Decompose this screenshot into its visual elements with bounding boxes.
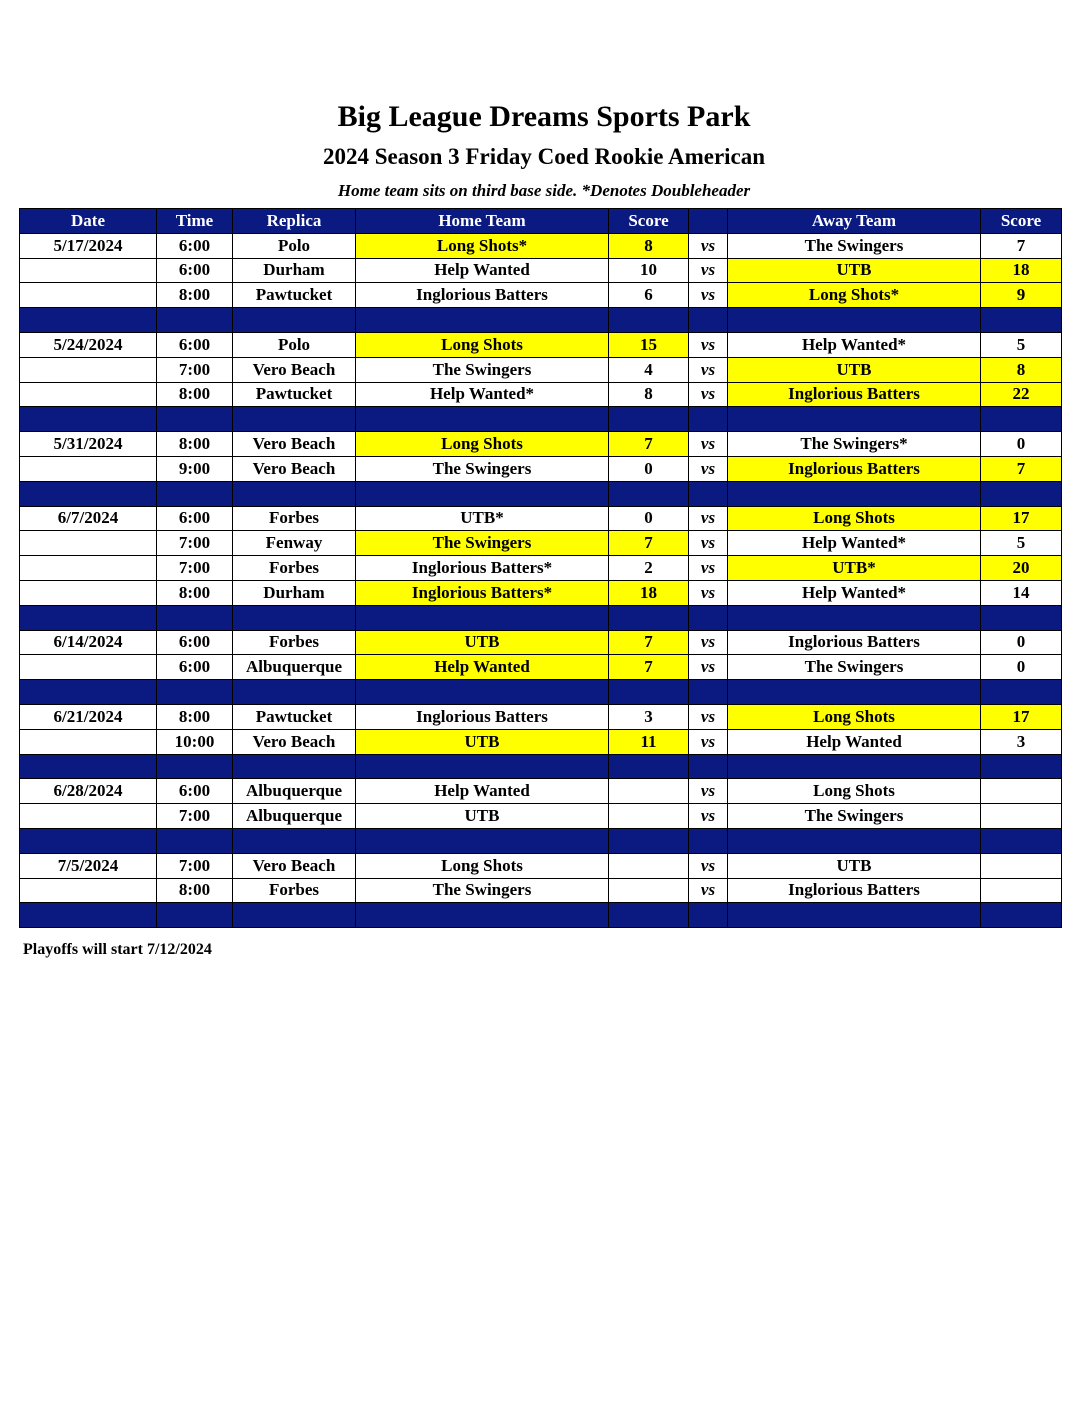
replica-cell: Pawtucket	[233, 283, 356, 308]
home-score-cell: 3	[609, 704, 689, 729]
home-team-cell: Long Shots*	[356, 233, 609, 258]
separator-cell	[728, 754, 981, 779]
separator-cell	[981, 903, 1062, 928]
separator-cell	[20, 481, 157, 506]
game-row	[20, 655, 1062, 680]
home-score-cell: 7	[609, 630, 689, 655]
replica-cell: Albuquerque	[233, 779, 356, 804]
away-score-cell	[981, 878, 1062, 903]
vs-cell: vs	[689, 556, 728, 581]
date-cell	[20, 283, 157, 308]
game-row	[20, 332, 1062, 357]
away-score-cell: 20	[981, 556, 1062, 581]
home-team-cell: Inglorious Batters	[356, 283, 609, 308]
away-score-cell: 7	[981, 233, 1062, 258]
game-row	[20, 580, 1062, 605]
separator-cell	[157, 481, 233, 506]
separator-cell	[356, 903, 609, 928]
home-team-cell: UTB	[356, 729, 609, 754]
time-cell: 7:00	[157, 804, 233, 829]
vs-cell: vs	[689, 382, 728, 407]
home-team-cell: Long Shots	[356, 853, 609, 878]
separator-cell	[157, 605, 233, 630]
separator-cell	[233, 754, 356, 779]
header-away-team: Away Team	[728, 209, 981, 234]
replica-cell: Durham	[233, 258, 356, 283]
game-row	[20, 432, 1062, 457]
home-team-cell: The Swingers	[356, 531, 609, 556]
separator-cell	[728, 605, 981, 630]
home-score-cell: 10	[609, 258, 689, 283]
separator-row	[20, 308, 1062, 333]
time-cell: 7:00	[157, 357, 233, 382]
home-team-cell: The Swingers	[356, 878, 609, 903]
home-team-cell: Inglorious Batters	[356, 704, 609, 729]
date-cell: 5/24/2024	[20, 332, 157, 357]
away-team-cell: Inglorious Batters	[728, 630, 981, 655]
home-score-cell	[609, 779, 689, 804]
home-score-cell: 11	[609, 729, 689, 754]
replica-cell: Vero Beach	[233, 357, 356, 382]
time-cell: 7:00	[157, 556, 233, 581]
page-subtitle: 2024 Season 3 Friday Coed Rookie American	[322, 144, 766, 169]
away-team-cell: UTB	[728, 258, 981, 283]
separator-cell	[728, 481, 981, 506]
replica-cell: Pawtucket	[233, 704, 356, 729]
separator-cell	[233, 828, 356, 853]
separator-cell	[981, 308, 1062, 333]
time-cell: 8:00	[157, 432, 233, 457]
date-cell	[20, 878, 157, 903]
time-cell: 8:00	[157, 704, 233, 729]
vs-cell: vs	[689, 779, 728, 804]
home-team-cell: Help Wanted	[356, 779, 609, 804]
vs-cell: vs	[689, 630, 728, 655]
separator-cell	[356, 407, 609, 432]
vs-cell: vs	[689, 804, 728, 829]
home-score-cell: 8	[609, 233, 689, 258]
replica-cell: Vero Beach	[233, 853, 356, 878]
away-team-cell: Long Shots	[728, 779, 981, 804]
away-score-cell	[981, 779, 1062, 804]
home-score-cell: 18	[609, 580, 689, 605]
separator-cell	[20, 903, 157, 928]
header-date: Date	[20, 209, 157, 234]
vs-cell: vs	[689, 357, 728, 382]
time-cell: 6:00	[157, 779, 233, 804]
vs-cell: vs	[689, 531, 728, 556]
separator-cell	[981, 407, 1062, 432]
separator-cell	[233, 481, 356, 506]
away-score-cell: 18	[981, 258, 1062, 283]
vs-cell: vs	[689, 283, 728, 308]
away-team-cell: Help Wanted	[728, 729, 981, 754]
game-row	[20, 704, 1062, 729]
away-score-cell: 8	[981, 357, 1062, 382]
home-team-cell: UTB	[356, 804, 609, 829]
away-score-cell: 22	[981, 382, 1062, 407]
date-cell	[20, 456, 157, 481]
game-row	[20, 729, 1062, 754]
vs-cell: vs	[689, 506, 728, 531]
separator-cell	[981, 754, 1062, 779]
time-cell: 10:00	[157, 729, 233, 754]
home-score-cell	[609, 878, 689, 903]
separator-cell	[609, 903, 689, 928]
header-replica: Replica	[233, 209, 356, 234]
separator-cell	[981, 481, 1062, 506]
home-score-cell: 4	[609, 357, 689, 382]
separator-row	[20, 828, 1062, 853]
away-team-cell: Help Wanted*	[728, 580, 981, 605]
away-team-cell: Long Shots	[728, 506, 981, 531]
separator-cell	[689, 903, 728, 928]
away-score-cell: 0	[981, 630, 1062, 655]
separator-cell	[20, 605, 157, 630]
vs-cell: vs	[689, 878, 728, 903]
separator-cell	[157, 754, 233, 779]
game-row	[20, 878, 1062, 903]
separator-row	[20, 407, 1062, 432]
separator-cell	[689, 754, 728, 779]
separator-cell	[20, 680, 157, 705]
time-cell: 7:00	[157, 531, 233, 556]
home-score-cell: 0	[609, 456, 689, 481]
playoffs-note: Playoffs will start 7/12/2024	[23, 941, 212, 958]
home-team-cell: Long Shots	[356, 432, 609, 457]
away-team-cell: Inglorious Batters	[728, 456, 981, 481]
separator-cell	[689, 605, 728, 630]
replica-cell: Polo	[233, 332, 356, 357]
separator-cell	[689, 407, 728, 432]
home-team-cell: Inglorious Batters*	[356, 556, 609, 581]
home-score-cell: 15	[609, 332, 689, 357]
vs-cell: vs	[689, 456, 728, 481]
separator-cell	[20, 308, 157, 333]
game-row	[20, 853, 1062, 878]
vs-cell: vs	[689, 853, 728, 878]
separator-cell	[233, 407, 356, 432]
replica-cell: Forbes	[233, 506, 356, 531]
page-title: Big League Dreams Sports Park	[337, 100, 751, 133]
game-row	[20, 258, 1062, 283]
home-score-cell	[609, 853, 689, 878]
away-score-cell: 7	[981, 456, 1062, 481]
separator-cell	[728, 828, 981, 853]
separator-cell	[609, 407, 689, 432]
game-row	[20, 556, 1062, 581]
home-score-cell: 8	[609, 382, 689, 407]
home-score-cell	[609, 804, 689, 829]
time-cell: 8:00	[157, 382, 233, 407]
game-row	[20, 233, 1062, 258]
away-score-cell	[981, 853, 1062, 878]
date-cell	[20, 556, 157, 581]
home-score-cell: 6	[609, 283, 689, 308]
separator-cell	[20, 407, 157, 432]
vs-cell: vs	[689, 580, 728, 605]
time-cell: 8:00	[157, 580, 233, 605]
time-cell: 6:00	[157, 233, 233, 258]
replica-cell: Forbes	[233, 630, 356, 655]
separator-cell	[981, 828, 1062, 853]
home-team-cell: The Swingers	[356, 357, 609, 382]
schedule-note: Home team sits on third base side. *Denotes Doubleheader	[337, 181, 751, 200]
away-team-cell: Inglorious Batters	[728, 382, 981, 407]
game-row	[20, 506, 1062, 531]
separator-row	[20, 903, 1062, 928]
date-cell: 5/31/2024	[20, 432, 157, 457]
separator-cell	[356, 481, 609, 506]
date-cell: 5/17/2024	[20, 233, 157, 258]
vs-cell: vs	[689, 729, 728, 754]
game-row	[20, 382, 1062, 407]
date-cell	[20, 531, 157, 556]
home-team-cell: Inglorious Batters*	[356, 580, 609, 605]
separator-cell	[356, 754, 609, 779]
separator-cell	[609, 754, 689, 779]
separator-cell	[356, 680, 609, 705]
away-team-cell: UTB	[728, 357, 981, 382]
separator-cell	[157, 828, 233, 853]
time-cell: 6:00	[157, 506, 233, 531]
home-score-cell: 2	[609, 556, 689, 581]
away-team-cell: UTB*	[728, 556, 981, 581]
time-cell: 6:00	[157, 258, 233, 283]
separator-row	[20, 754, 1062, 779]
game-row	[20, 531, 1062, 556]
separator-cell	[157, 407, 233, 432]
game-row	[20, 630, 1062, 655]
time-cell: 6:00	[157, 332, 233, 357]
away-score-cell: 0	[981, 432, 1062, 457]
date-cell: 6/28/2024	[20, 779, 157, 804]
replica-cell: Albuquerque	[233, 804, 356, 829]
replica-cell: Durham	[233, 580, 356, 605]
header-away-score: Score	[981, 209, 1062, 234]
away-team-cell: Long Shots*	[728, 283, 981, 308]
separator-cell	[728, 903, 981, 928]
separator-row	[20, 680, 1062, 705]
separator-cell	[689, 828, 728, 853]
replica-cell: Albuquerque	[233, 655, 356, 680]
separator-cell	[20, 828, 157, 853]
separator-row	[20, 481, 1062, 506]
separator-cell	[728, 308, 981, 333]
separator-cell	[728, 407, 981, 432]
replica-cell: Vero Beach	[233, 729, 356, 754]
home-score-cell: 0	[609, 506, 689, 531]
separator-cell	[689, 308, 728, 333]
away-score-cell: 17	[981, 506, 1062, 531]
separator-cell	[157, 680, 233, 705]
game-row	[20, 456, 1062, 481]
time-cell: 7:00	[157, 853, 233, 878]
time-cell: 8:00	[157, 283, 233, 308]
home-team-cell: Help Wanted*	[356, 382, 609, 407]
vs-cell: vs	[689, 332, 728, 357]
separator-cell	[356, 828, 609, 853]
home-score-cell: 7	[609, 531, 689, 556]
separator-cell	[20, 754, 157, 779]
separator-cell	[609, 605, 689, 630]
away-score-cell: 5	[981, 332, 1062, 357]
away-score-cell: 17	[981, 704, 1062, 729]
date-cell: 6/7/2024	[20, 506, 157, 531]
replica-cell: Forbes	[233, 556, 356, 581]
home-team-cell: UTB*	[356, 506, 609, 531]
header-row	[20, 209, 1062, 234]
time-cell: 9:00	[157, 456, 233, 481]
date-cell	[20, 258, 157, 283]
replica-cell: Forbes	[233, 878, 356, 903]
away-score-cell	[981, 804, 1062, 829]
time-cell: 8:00	[157, 878, 233, 903]
away-team-cell: Help Wanted*	[728, 332, 981, 357]
replica-cell: Pawtucket	[233, 382, 356, 407]
away-team-cell: Long Shots	[728, 704, 981, 729]
date-cell	[20, 729, 157, 754]
separator-cell	[609, 481, 689, 506]
separator-cell	[728, 680, 981, 705]
header-home-score: Score	[609, 209, 689, 234]
away-team-cell: Help Wanted*	[728, 531, 981, 556]
separator-cell	[157, 308, 233, 333]
vs-cell: vs	[689, 432, 728, 457]
replica-cell: Polo	[233, 233, 356, 258]
away-team-cell: The Swingers*	[728, 432, 981, 457]
home-team-cell: Long Shots	[356, 332, 609, 357]
vs-cell: vs	[689, 655, 728, 680]
separator-cell	[981, 605, 1062, 630]
replica-cell: Vero Beach	[233, 432, 356, 457]
separator-cell	[157, 903, 233, 928]
time-cell: 6:00	[157, 630, 233, 655]
game-row	[20, 779, 1062, 804]
date-cell: 7/5/2024	[20, 853, 157, 878]
date-cell	[20, 804, 157, 829]
away-score-cell: 14	[981, 580, 1062, 605]
date-cell	[20, 382, 157, 407]
separator-cell	[233, 680, 356, 705]
home-team-cell: Help Wanted	[356, 258, 609, 283]
away-team-cell: The Swingers	[728, 233, 981, 258]
header-vs	[689, 209, 728, 234]
schedule-body	[20, 233, 1062, 927]
away-score-cell: 3	[981, 729, 1062, 754]
header-time: Time	[157, 209, 233, 234]
time-cell: 6:00	[157, 655, 233, 680]
vs-cell: vs	[689, 704, 728, 729]
separator-cell	[233, 605, 356, 630]
date-cell: 6/14/2024	[20, 630, 157, 655]
date-cell	[20, 655, 157, 680]
separator-cell	[233, 308, 356, 333]
separator-cell	[356, 308, 609, 333]
home-team-cell: The Swingers	[356, 456, 609, 481]
vs-cell: vs	[689, 233, 728, 258]
separator-cell	[609, 828, 689, 853]
separator-cell	[609, 680, 689, 705]
date-cell	[20, 580, 157, 605]
game-row	[20, 283, 1062, 308]
separator-cell	[609, 308, 689, 333]
vs-cell: vs	[689, 258, 728, 283]
home-score-cell: 7	[609, 432, 689, 457]
away-team-cell: The Swingers	[728, 655, 981, 680]
schedule-table	[19, 208, 1062, 928]
separator-cell	[233, 903, 356, 928]
home-team-cell: UTB	[356, 630, 609, 655]
date-cell: 6/21/2024	[20, 704, 157, 729]
away-score-cell: 9	[981, 283, 1062, 308]
separator-cell	[689, 481, 728, 506]
away-team-cell: UTB	[728, 853, 981, 878]
home-score-cell: 7	[609, 655, 689, 680]
away-team-cell: Inglorious Batters	[728, 878, 981, 903]
home-team-cell: Help Wanted	[356, 655, 609, 680]
replica-cell: Fenway	[233, 531, 356, 556]
away-score-cell: 5	[981, 531, 1062, 556]
replica-cell: Vero Beach	[233, 456, 356, 481]
away-score-cell: 0	[981, 655, 1062, 680]
game-row	[20, 804, 1062, 829]
separator-cell	[981, 680, 1062, 705]
separator-cell	[689, 680, 728, 705]
separator-row	[20, 605, 1062, 630]
separator-cell	[356, 605, 609, 630]
date-cell	[20, 357, 157, 382]
header-home-team: Home Team	[356, 209, 609, 234]
game-row	[20, 357, 1062, 382]
away-team-cell: The Swingers	[728, 804, 981, 829]
